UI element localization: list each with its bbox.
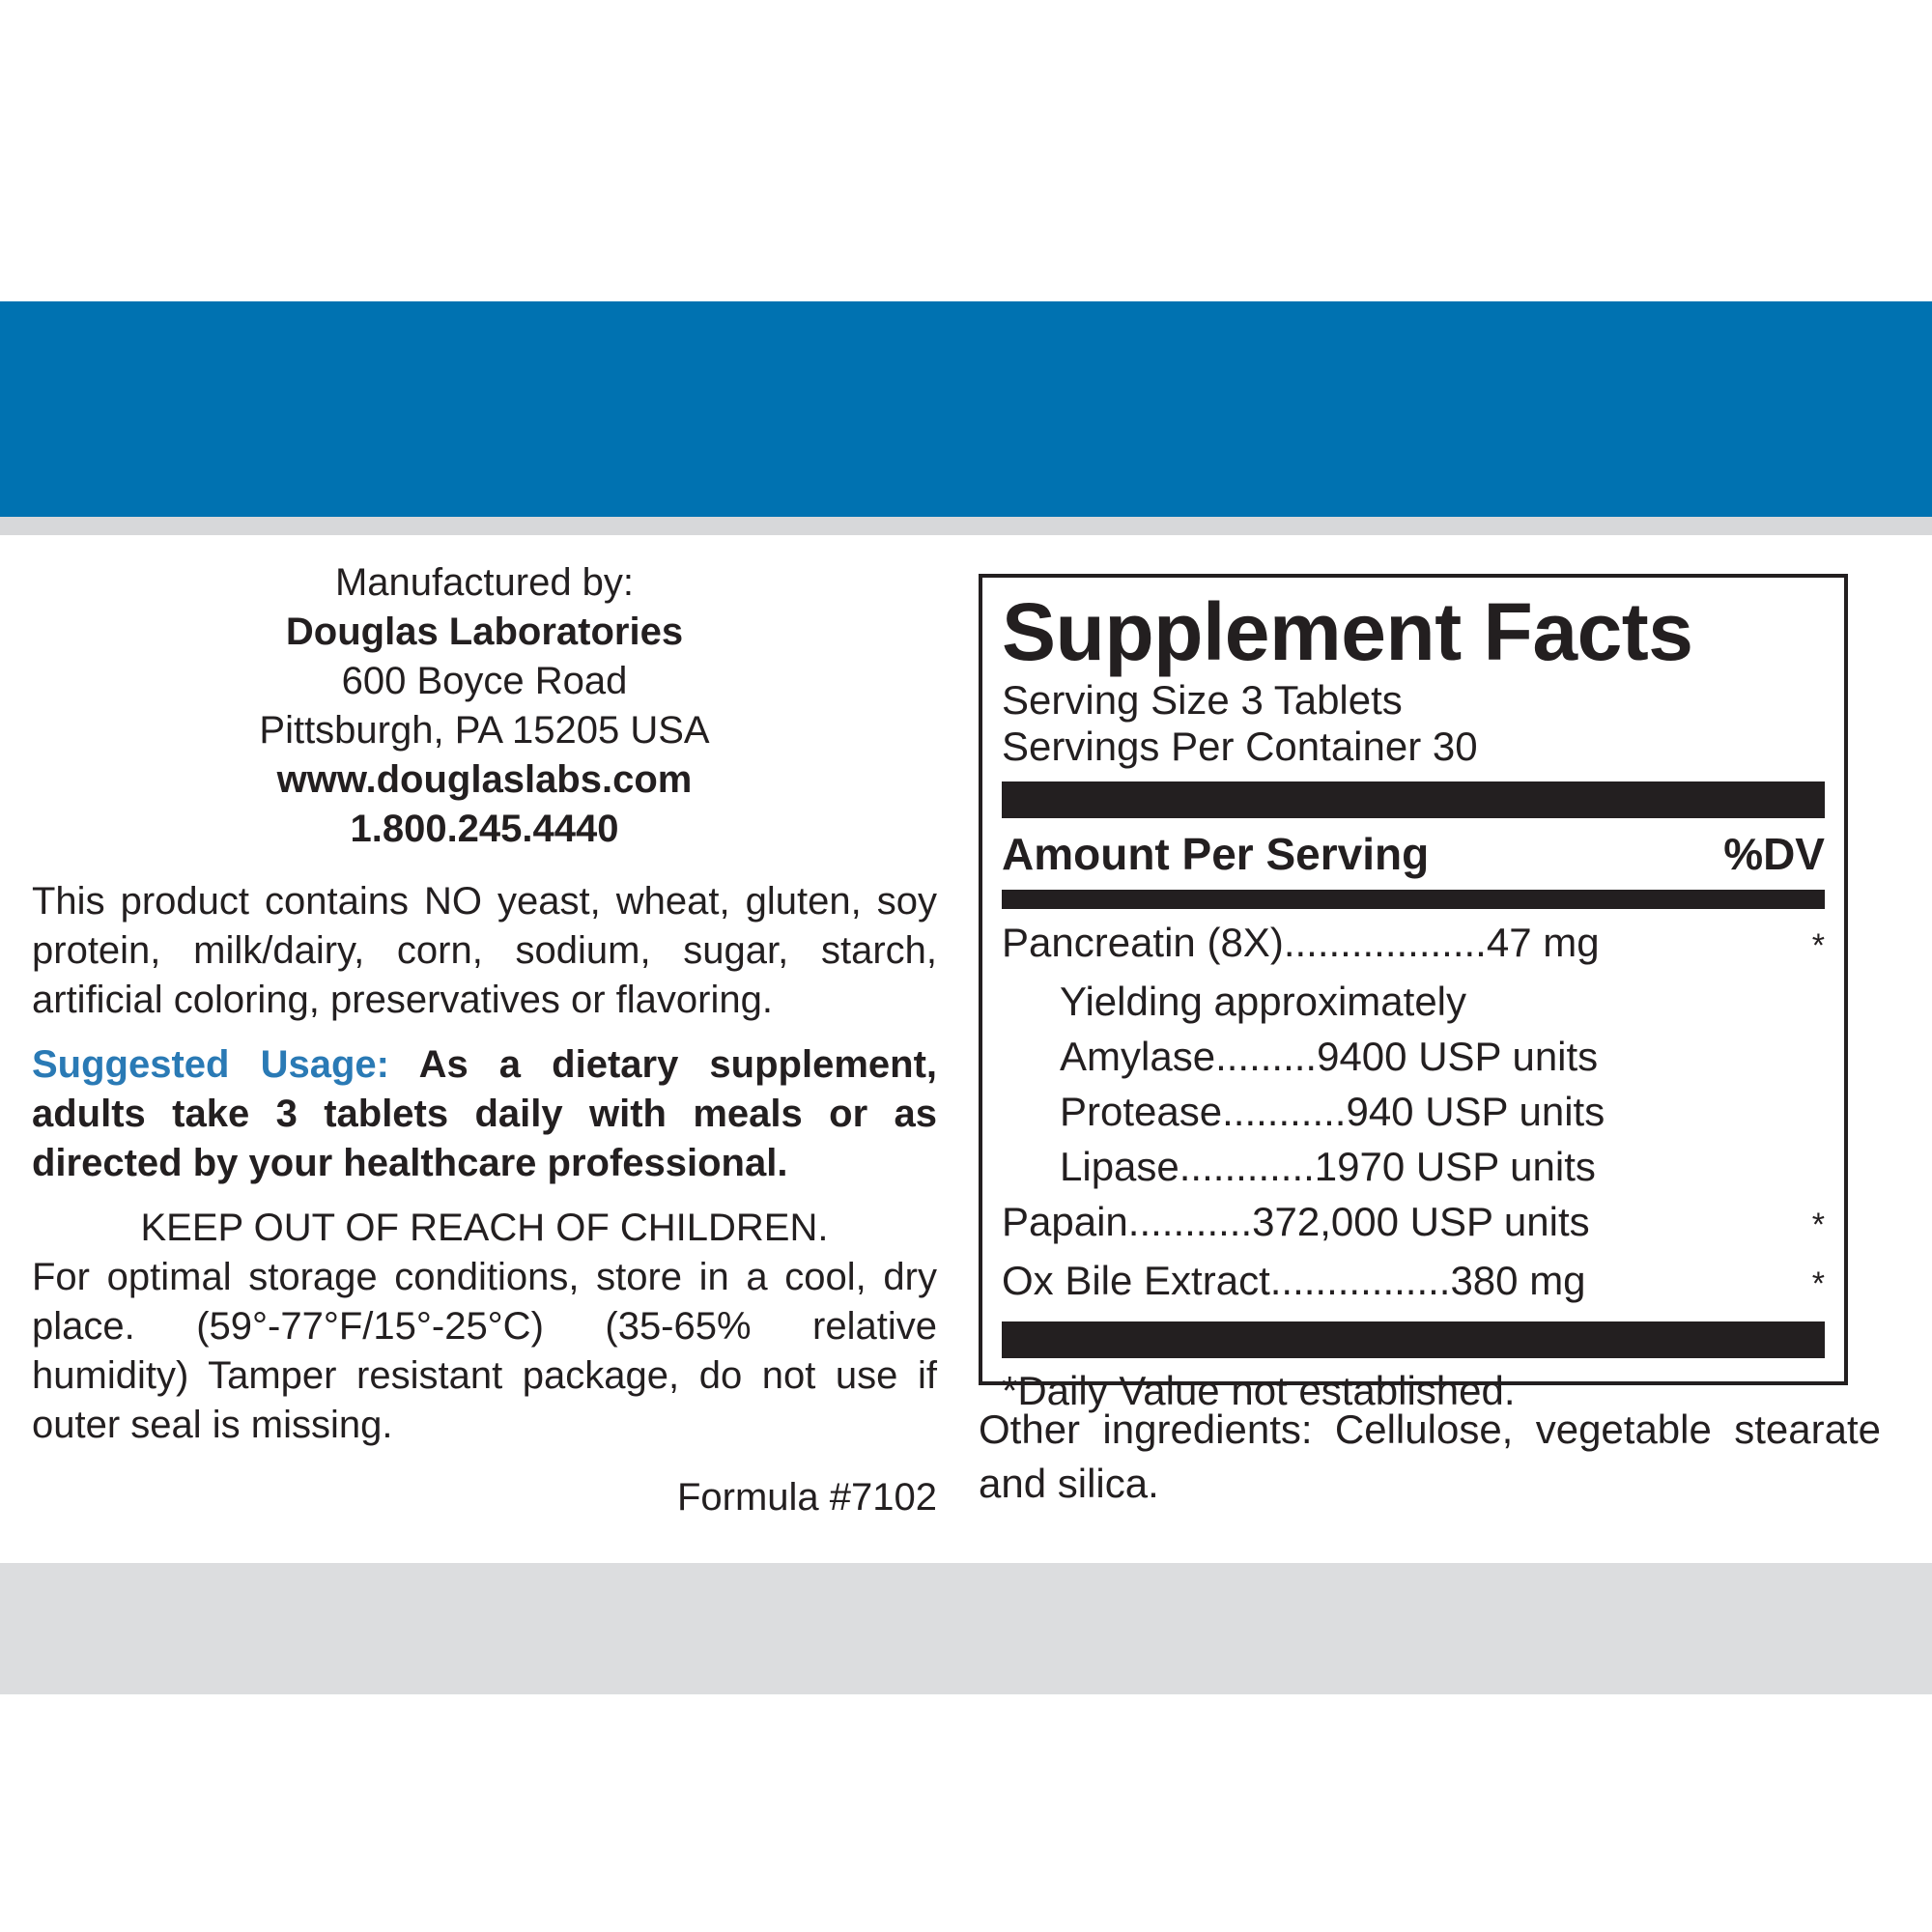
- nutrient-row: [1002, 1084, 1825, 1139]
- usage-text: As a dietary supplement, adults take 3 tablets daily with meals or as directed by your healthcare professional.: [32, 1043, 937, 1184]
- website-link[interactable]: www.douglaslabs.com: [276, 758, 693, 801]
- amount-header: Amount Per Serving: [1002, 829, 1430, 879]
- leader-dots: .........: [1215, 1034, 1318, 1079]
- allergen-statement: This product contains NO yeast, wheat, gluten, soy protein, milk/dairy, corn, sodium, sugar, starch, artificial coloring, preservatives or flavoring.: [32, 880, 937, 1021]
- phone-number: 1.800.245.4440: [350, 808, 619, 850]
- footer-gray-band: [0, 1563, 1932, 1694]
- company-name: Douglas Laboratories: [285, 611, 684, 653]
- leader-dots: ................: [1269, 1258, 1451, 1303]
- nutrient-name: Yielding approximately: [1060, 979, 1467, 1024]
- nutrient-name: Papain: [1002, 1199, 1128, 1244]
- manufacturer-block: [32, 558, 937, 854]
- other-ingredients: Other ingredients: Cellulose, vegetable stearate and silica.: [979, 1406, 1881, 1506]
- nutrient-row: [1002, 1194, 1825, 1253]
- nutrient-amount: 47 mg: [1486, 920, 1600, 965]
- facts-divider-medium: [1002, 890, 1825, 909]
- nutrient-row: [1002, 974, 1825, 1029]
- nutrient-name: Amylase: [1060, 1034, 1216, 1079]
- header-color-band: [0, 301, 1932, 517]
- leader-dots: ............: [1179, 1144, 1315, 1189]
- servings-per-container: Servings Per Container 30: [1002, 724, 1478, 769]
- nutrient-name: Pancreatin (8X): [1002, 920, 1284, 965]
- usage-label: Suggested Usage:: [32, 1043, 389, 1086]
- suggested-usage: [32, 1040, 937, 1188]
- supplement-facts-panel: [979, 574, 1848, 1413]
- nutrient-row: [1002, 915, 1825, 974]
- nutrient-name: Protease: [1060, 1089, 1223, 1134]
- nutrient-amount: 1970 USP units: [1314, 1144, 1596, 1189]
- nutrient-amount: 380 mg: [1450, 1258, 1586, 1303]
- leader-dots: ...........: [1222, 1089, 1347, 1134]
- formula-number: Formula #7102: [676, 1476, 937, 1519]
- dv-header: %DV: [1723, 829, 1825, 879]
- nutrient-name: Lipase: [1060, 1144, 1179, 1189]
- facts-divider-bottom: [1002, 1321, 1825, 1358]
- nutrient-name: Ox Bile Extract: [1002, 1258, 1270, 1303]
- manufacturer-label: Manufactured by:: [334, 561, 635, 604]
- nutrient-dv: *: [1811, 1207, 1825, 1243]
- serving-size: Serving Size 3 Tablets: [1002, 677, 1403, 723]
- facts-divider-thick: [1002, 781, 1825, 818]
- header-gray-strip: [0, 517, 1932, 535]
- nutrient-amount: 940 USP units: [1346, 1089, 1605, 1134]
- nutrient-row: [1002, 1029, 1825, 1084]
- nutrient-amount: 9400 USP units: [1317, 1034, 1599, 1079]
- city-address: Pittsburgh, PA 15205 USA: [259, 709, 710, 752]
- amount-header-row: [1002, 826, 1825, 882]
- child-warning: KEEP OUT OF REACH OF CHILDREN.: [140, 1207, 829, 1249]
- nutrient-dv: *: [1811, 1265, 1825, 1302]
- street-address: 600 Boyce Road: [341, 660, 628, 702]
- dv-footnote: *Daily Value not established.: [1002, 1368, 1516, 1413]
- nutrient-row: [1002, 1139, 1825, 1194]
- facts-title: Supplement Facts: [1002, 586, 1693, 677]
- nutrient-amount: 372,000 USP units: [1252, 1199, 1590, 1244]
- nutrient-dv: *: [1811, 927, 1825, 964]
- leader-dots: ..................: [1283, 920, 1487, 965]
- storage-instructions: For optimal storage conditions, store in a cool, dry place. (59°-77°F/15°-25°C) (35-65% relative humidity) Tamper resistant package, do not use if outer seal is missing.: [32, 1256, 937, 1446]
- nutrient-row: [1002, 1253, 1825, 1312]
- label-left-column: [32, 558, 937, 1522]
- leader-dots: ...........: [1127, 1199, 1253, 1244]
